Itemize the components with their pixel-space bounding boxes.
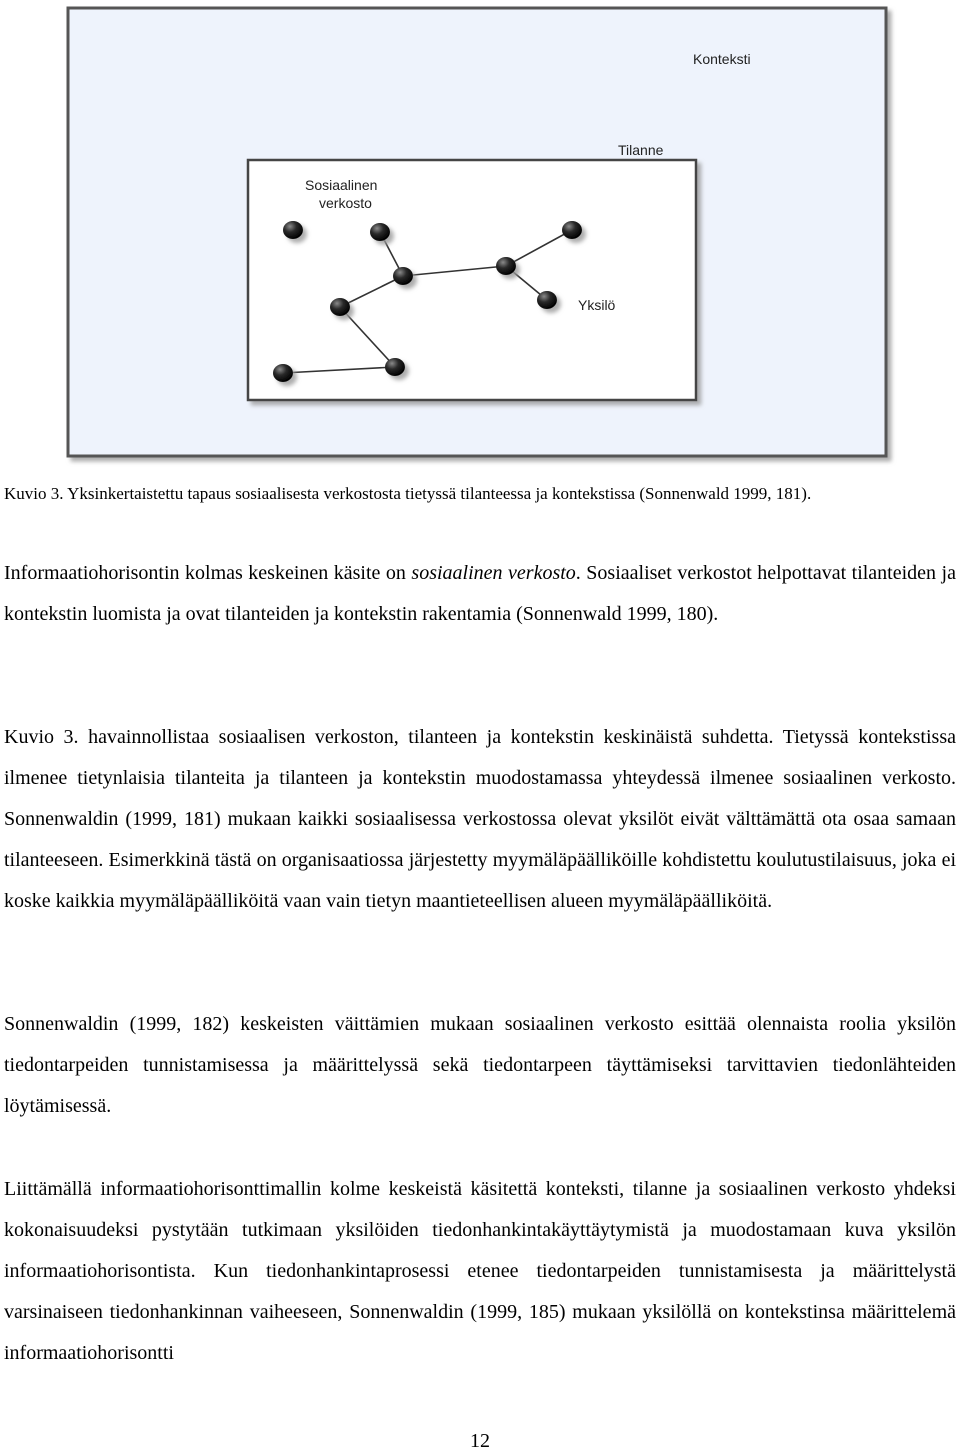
figure [0, 0, 960, 470]
figure-caption: Kuvio 3. Yksinkertaistettu tapaus sosiaalisesta verkostosta tietyssä tilanteessa ja kontekstissa (Sonnenwald 1999, 181). [4, 484, 812, 503]
paragraph [4, 553, 956, 635]
context-label: Konteksti [693, 51, 751, 67]
network-node [283, 221, 303, 239]
network-node [496, 257, 516, 275]
network-node [330, 298, 350, 316]
network-label-line2: verkosto [319, 195, 372, 211]
paragraph: Sonnenwaldin (1999, 182) keskeisten väittämien mukaan sosiaalinen verkosto esittää olennaista roolia yksilön tiedontarpeiden tunnistamisessa ja määrittelyssä sekä tiedontarpeen täyttämiseksi tarvittavien tiedonlähteiden löytämisessä. [4, 1013, 956, 1117]
individual-node [537, 291, 557, 309]
paragraph: Liittämällä informaatiohorisonttimallin kolme keskeistä käsitettä konteksti, tilanne ja sosiaalinen verkosto yhdeksi kokonaisuudeksi pystytään tutkimaan yksilöiden tiedonhankintakäyttäytymistä ja muodostamaan kuva yksilön informaatiohorisontista. Kun tiedonhankintaprosessi etenee tiedontarpeiden tunnistamisesta ja määrittelystä varsinaiseen tiedonhankinnan vaiheeseen, Sonnenwaldin (1999, 185) mukaan yksilöllä on kontekstinsa määrittelemä informaatiohorisontti [4, 1178, 956, 1364]
page-number: 12 [470, 1430, 490, 1452]
paragraph-text: Informaatiohorisontin kolmas keskeinen käsite on [4, 562, 412, 584]
network-node [562, 221, 582, 239]
network-node [385, 358, 405, 376]
situation-box [248, 160, 696, 400]
network-node [393, 267, 413, 285]
paragraph: Kuvio 3. havainnollistaa sosiaalisen verkoston, tilanteen ja kontekstin keskinäistä suhdetta. Tietyssä kontekstissa ilmenee tietynlaisia tilanteita ja tilanteen ja kontekstin muodostamassa yhteydessä ilmenee sosiaalinen verkosto. Sonnenwaldin (1999, 181) mukaan kaikki sosiaalisessa verkostossa olevat yksilöt eivät välttämättä ota osaa samaan tilanteeseen. Esimerkkinä tästä on organisaatiossa järjestetty myymäläpäälliköille kohdistettu koulutustilaisuus, joka ei koske kaikkia myymäläpäälliköitä vaan vain tietyn maantieteellisen alueen myymäläpäälliköitä. [4, 726, 956, 912]
network-node [273, 364, 293, 382]
network-node [370, 223, 390, 241]
emphasis-term: sosiaalinen verkosto [411, 562, 576, 584]
individual-label: Yksilö [578, 297, 616, 313]
paragraph-text: . Sosiaaliset verkostot helpottavat tilanteiden ja kontekstin luomista ja ovat tilanteiden ja kontekstin rakentamia (Sonnenwald 1999, 180). [4, 562, 956, 625]
network-diagram [0, 0, 960, 470]
network-label-line1: Sosiaalinen [305, 177, 378, 193]
situation-label: Tilanne [618, 142, 664, 158]
